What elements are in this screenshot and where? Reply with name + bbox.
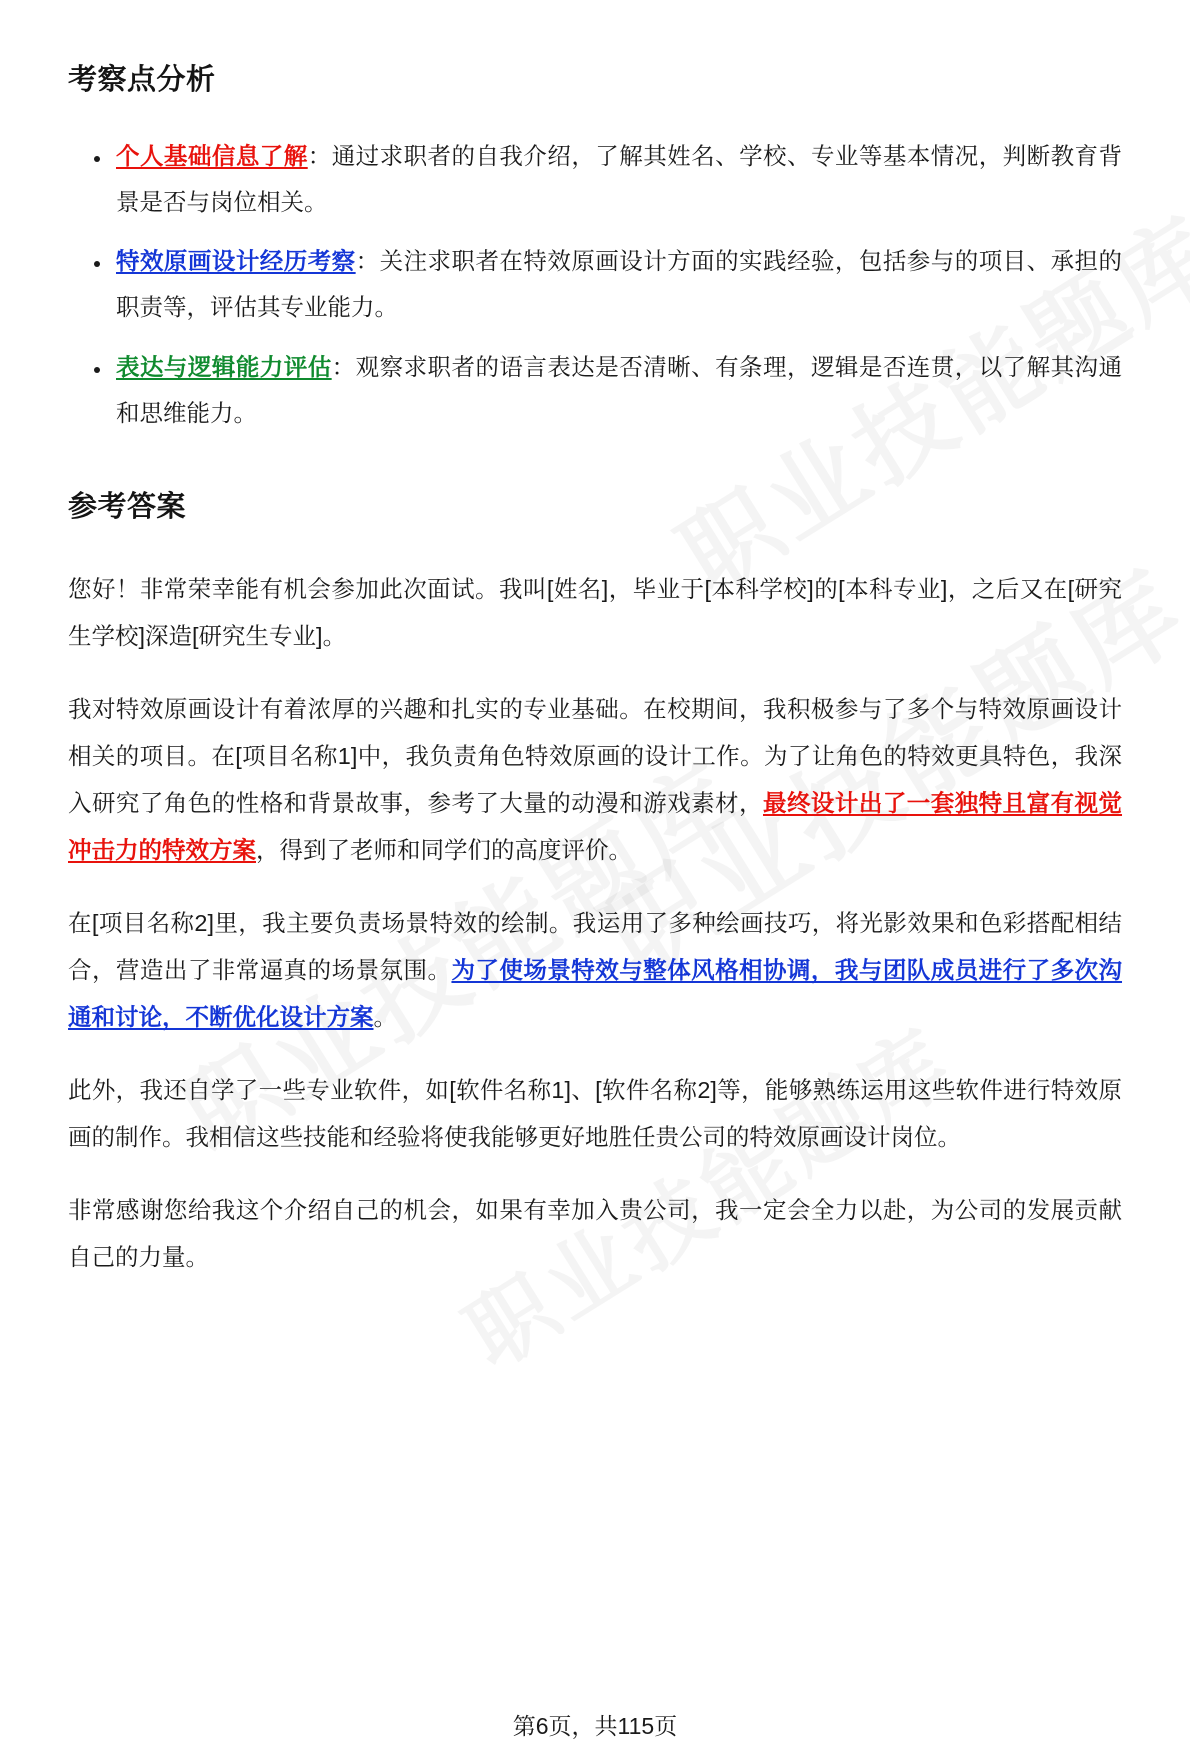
analysis-point-body: 关注求职者在特效原画设计方面的实践经验，包括参与的项目、承担的职责等，评估其专业能力。 — [116, 248, 1123, 321]
paragraph-text: 我对特效原画设计有着浓厚的兴趣和扎实的专业基础。在校期间，我积极参与了多个与特效原画设计相关的项目。在[项目名称1]中，我负责角色特效原画的设计工作。为了让角色的特效更具特色，我深入研究了角色的性格和背景故事，参考了大量的动漫和游戏素材， — [68, 696, 1122, 817]
analysis-point-body: 观察求职者的语言表达是否清晰、有条理，逻辑是否连贯，以了解其沟通和思维能力。 — [116, 353, 1123, 426]
answer-paragraph — [68, 686, 1122, 874]
analysis-point-separator: ： — [331, 353, 356, 380]
analysis-point-item — [68, 239, 1122, 331]
highlighted-text-red: 最终设计出了一套独特且富有视觉冲击力的特效方案 — [68, 790, 1123, 864]
paragraph-text: 您好！非常荣幸能有机会参加此次面试。我叫[姓名]，毕业于[本科学校]的[本科专业]，之后又在[研究生学校]深造[研究生专业]。 — [68, 576, 1122, 650]
analysis-point-keyword: 个人基础信息了解 — [116, 142, 308, 169]
analysis-point-separator: ： — [355, 248, 380, 275]
answer-paragraph — [68, 566, 1122, 660]
analysis-point-separator: ： — [307, 142, 332, 169]
paragraph-text: 在[项目名称2]里，我主要负责场景特效的绘制。我运用了多种绘画技巧，将光影效果和色彩搭配相结合，营造出了非常逼真的场景氛围。 — [68, 910, 1122, 984]
analysis-point-item — [68, 345, 1122, 437]
highlighted-text-blue: 为了使场景特效与整体风格相协调，我与团队成员进行了多次沟通和讨论，不断优化设计方案 — [68, 957, 1123, 1031]
page-footer — [0, 1708, 1190, 1741]
answer-section-heading: 参考答案 — [68, 490, 187, 523]
analysis-section-heading: 考察点分析 — [68, 64, 216, 96]
page-number-label: 第6页，共115页 — [512, 1713, 678, 1739]
analysis-point-body: 通过求职者的自我介绍，了解其姓名、学校、专业等基本情况，判断教育背景是否与岗位相关。 — [116, 142, 1123, 215]
analysis-point-keyword: 表达与逻辑能力评估 — [116, 353, 332, 380]
answer-paragraph — [68, 1187, 1122, 1281]
analysis-point-item — [68, 134, 1122, 226]
analysis-point-keyword: 特效原画设计经历考察 — [116, 248, 356, 275]
paragraph-text: 。 — [373, 1004, 397, 1031]
paragraph-text: ，得到了老师和同学们的高度评价。 — [256, 837, 632, 864]
paragraph-text: 此外，我还自学了一些专业软件，如[软件名称1]、[软件名称2]等，能够熟练运用这些软件进行特效原画的制作。我相信这些技能和经验将使我能够更好地胜任贵公司的特效原画设计岗位。 — [68, 1077, 1122, 1151]
paragraph-text: 非常感谢您给我这个介绍自己的机会，如果有幸加入贵公司，我一定会全力以赴，为公司的发展贡献自己的力量。 — [68, 1197, 1122, 1271]
answer-paragraph — [68, 1067, 1122, 1161]
answer-paragraph — [68, 900, 1122, 1041]
analysis-point-list — [68, 134, 1122, 437]
